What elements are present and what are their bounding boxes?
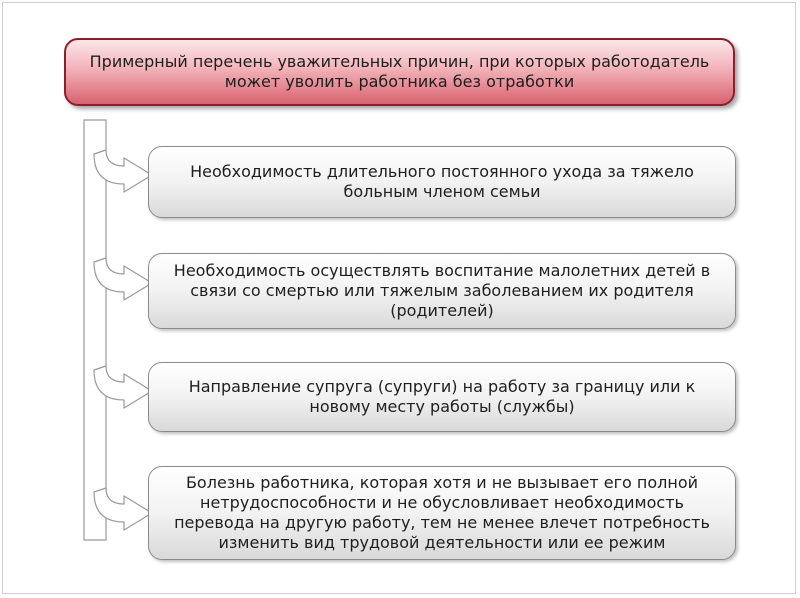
header-title: Примерный перечень уважительных причин, при которых работодатель может уволить работника без отработки [89,52,710,91]
item-box-3 [148,362,736,432]
item-box-1 [148,146,736,218]
item-text-3: Направление супруга (супруги) на работу за границу или к новому месту работы (службы) [188,377,696,416]
header-box [64,38,735,106]
item-text-1: Необходимость длительного постоянного ухода за тяжело больным членом семьи [190,162,694,201]
item-text-4: Болезнь работника, которая хотя и не вызывает его полной нетрудоспособности и не обусловливает необходимость перевода на другую работу, тем не менее влечет потребность изменить вид трудовой деятельности или ее режим [174,473,710,552]
item-text-2: Необходимость осуществлять воспитание малолетних детей в связи со смертью или тяжелым заболеванием их родителя (родителей) [173,261,711,320]
connector-spine [84,120,106,540]
item-box-2 [148,253,736,329]
item-box-4 [148,466,736,560]
